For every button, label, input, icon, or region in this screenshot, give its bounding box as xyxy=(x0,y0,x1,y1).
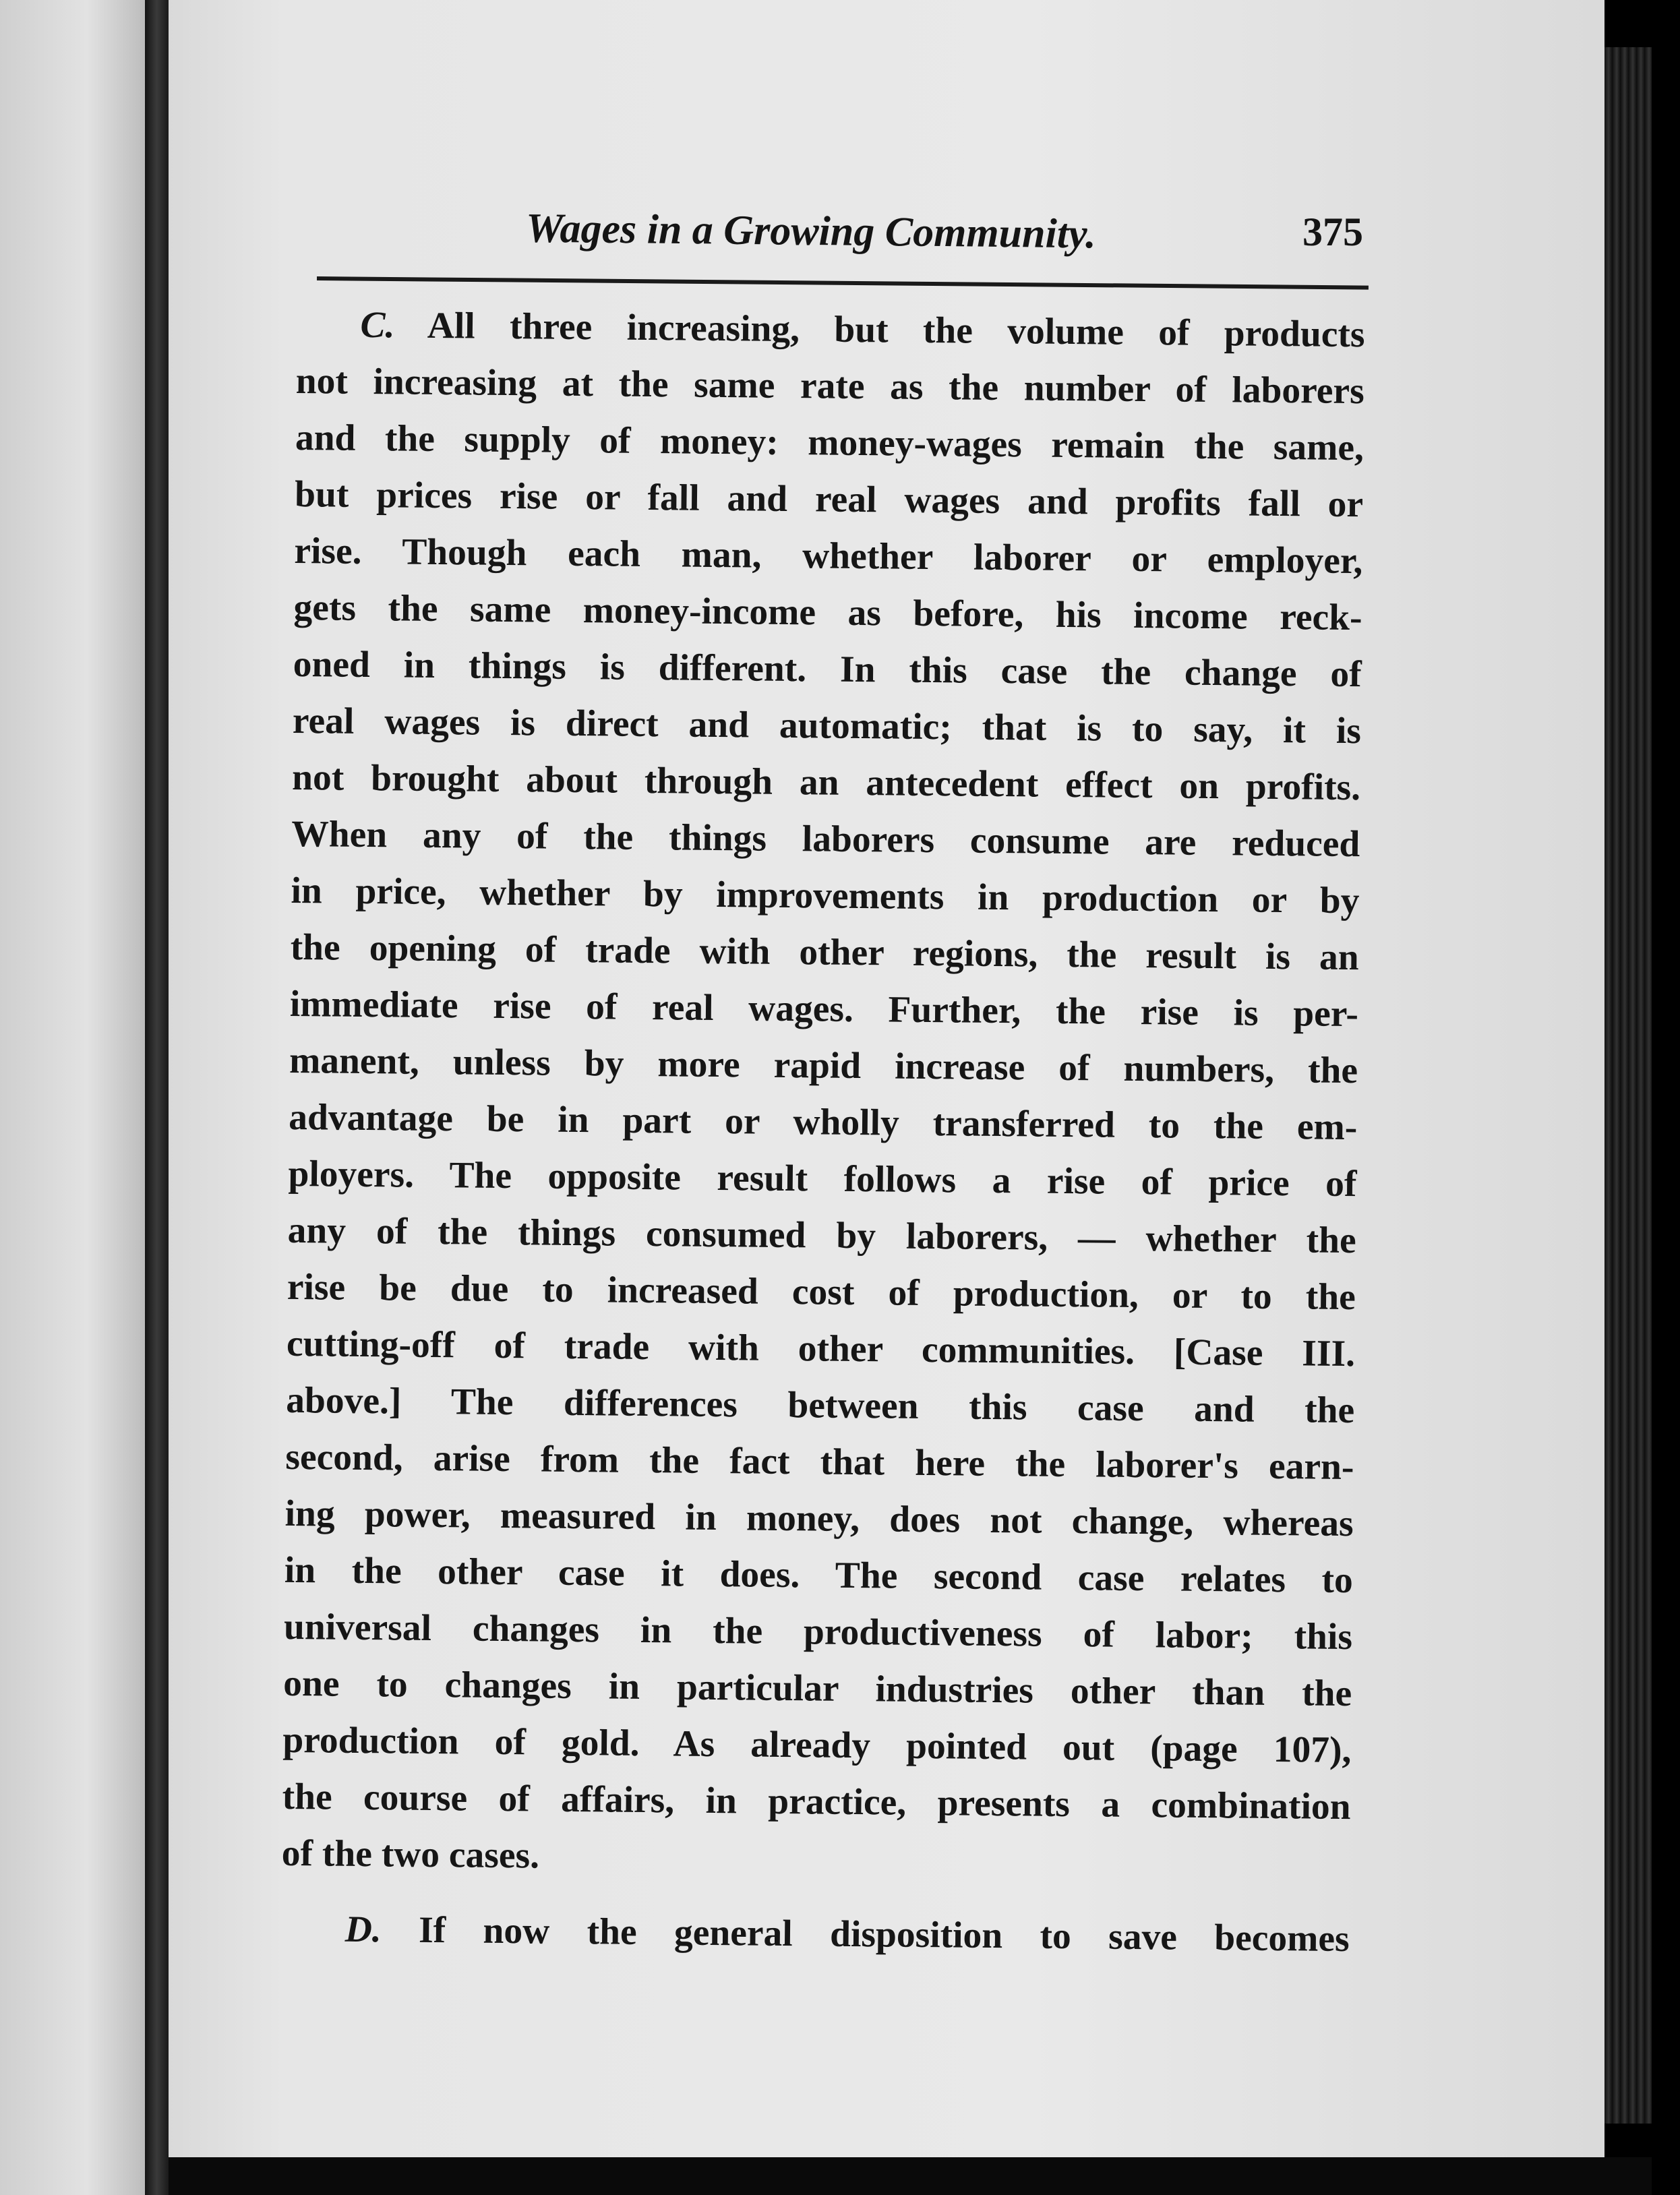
text-line: not brought about through an antecedent effect on profits. xyxy=(291,756,1361,809)
text-line: immediate rise of real wages. Further, the rise is per- xyxy=(289,983,1359,1035)
text-line xyxy=(296,297,1365,363)
text-line: in price, whether by improvements in production or by xyxy=(291,870,1360,922)
text-line: When any of the things laborers consume are reduced xyxy=(291,813,1360,866)
page-block-edge xyxy=(1604,47,1652,2124)
text-line: above.] The differences between this case and the xyxy=(285,1379,1355,1432)
text-line: advantage be in part or wholly transferred to the em- xyxy=(289,1096,1358,1149)
text-line: ing power, measured in money, does not change, whereas xyxy=(284,1493,1354,1545)
text-line: rise be due to increased cost of production, or to the xyxy=(287,1266,1356,1319)
bottom-shadow xyxy=(169,2157,1652,2195)
text-line: ployers. The opposite result follows a rise of price of xyxy=(288,1153,1357,1205)
text-line: second, arise from the fact that here the laborer's earn- xyxy=(285,1436,1354,1489)
text-line: but prices rise or fall and real wages and profits fall or xyxy=(294,473,1364,526)
text-line: the course of affairs, in practice, presents a combination xyxy=(282,1776,1351,1828)
text-line: rise. Though each man, whether laborer or employer, xyxy=(294,530,1363,582)
book-gutter xyxy=(145,0,169,2195)
text-line: cutting-off of trade with other communities. [Case III. xyxy=(286,1323,1356,1375)
text-line: in the other case it does. The second case relates to xyxy=(284,1549,1354,1602)
text-line: one to changes in particular industries other than the xyxy=(282,1662,1352,1715)
text-line: of the two cases. xyxy=(281,1832,540,1877)
text-line xyxy=(280,1901,1350,1968)
running-head-title: Wages in a Growing Community. xyxy=(525,205,1097,258)
text-line: real wages is direct and automatic; that is to say, it is xyxy=(292,700,1362,752)
line-text: All three increasing, but the volume of products xyxy=(427,305,1365,356)
body-text xyxy=(280,297,1365,1968)
paragraph-d xyxy=(280,1901,1350,1968)
case-letter: D. xyxy=(344,1908,382,1951)
case-letter: C. xyxy=(360,304,395,347)
text-line: and the supply of money: money-wages remain the same, xyxy=(295,417,1364,469)
text-line: any of the things consumed by laborers, — whether the xyxy=(287,1209,1356,1262)
text-line: production of gold. As already pointed out (page 107), xyxy=(282,1719,1352,1772)
text-line: the opening of trade with other regions, the result is an xyxy=(290,926,1359,979)
line-text: If now the general disposition to save becomes xyxy=(418,1909,1350,1960)
text-line: gets the same money-income as before, his income reck- xyxy=(293,587,1362,639)
left-facing-page xyxy=(0,0,145,2195)
text-line: oned in things is different. In this case the change of xyxy=(293,643,1362,696)
paragraph-c xyxy=(281,297,1365,1892)
text-line: not increasing at the same rate as the number of laborers xyxy=(295,360,1365,413)
text-line: universal changes in the productiveness of labor; this xyxy=(283,1606,1353,1658)
running-head xyxy=(317,202,1369,270)
text-line: manent, unless by more rapid increase of numbers, the xyxy=(289,1040,1358,1092)
page-number: 375 xyxy=(1302,210,1363,254)
